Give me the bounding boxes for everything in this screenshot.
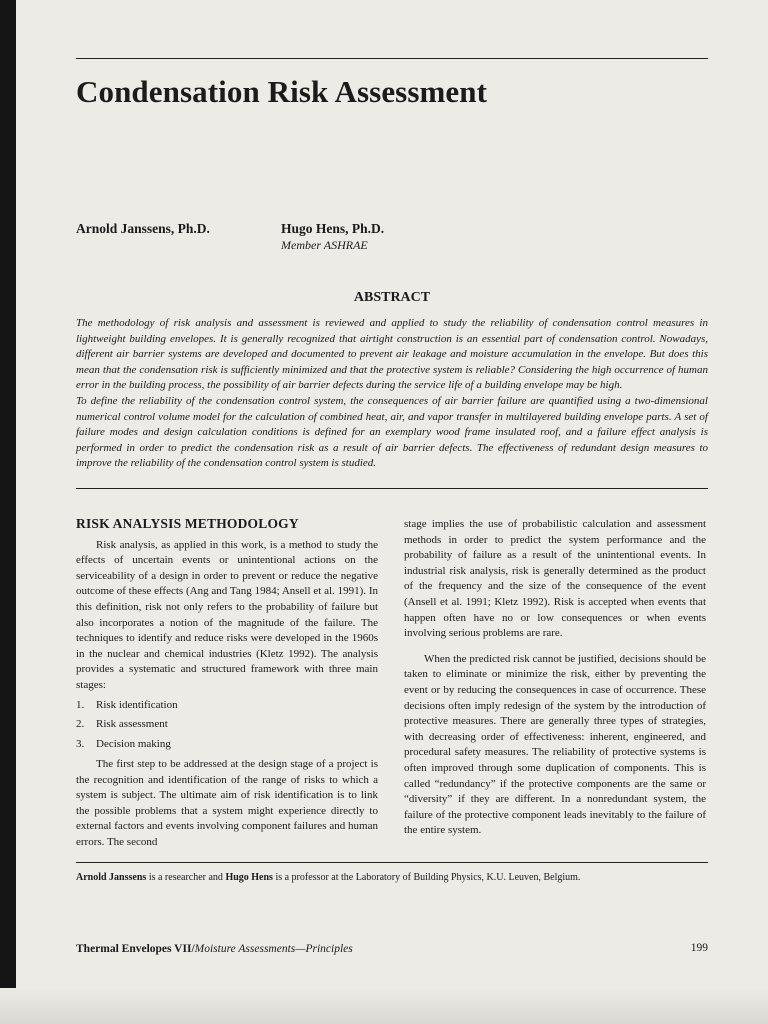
running-footer xyxy=(76,943,353,955)
top-rule xyxy=(76,58,708,59)
journal-title: Thermal Envelopes VII/ xyxy=(76,943,195,955)
list-text: Risk identification xyxy=(96,698,178,711)
body-paragraph: Risk analysis, as applied in this work, is a method to study the effects of uncertain events or unintentional actions on the serviceability of a design in order to prevent or reduce the negative outcome of these effects (Ang and Tang 1984; Ansell et al. 1991). In this definition, risk not only refers to the probability of failure but also incorporates a notion of the magnitude of the failure. The techniques to identify and reduce risks were developed in the 1960s in the nuclear and chemical industries (Kletz 1992). The analysis provides a systematic and structured framework with three main stages: xyxy=(76,538,378,691)
author-1 xyxy=(76,221,210,237)
author-footnote xyxy=(76,871,708,884)
body-paragraph: stage implies the use of probabilistic calculation and assessment methods in order to predict the system performance and the probability of failure as a result of the unintentional events. In industrial risk analysis, risk is generally determined as the product of the frequency and the size of the consequence of the event (Ansell et al. 1991; Kletz 1992). Risk is accepted when events that happen often have no or low consequences or when events involving serious problems are rare. xyxy=(404,518,706,640)
list-number: 3. xyxy=(76,737,85,750)
list-item xyxy=(76,696,378,716)
right-column xyxy=(404,517,706,839)
list-number: 2. xyxy=(76,718,85,731)
list-item xyxy=(76,715,378,735)
footnote-text: is a researcher and xyxy=(146,872,226,883)
footer-section: Moisture Assessments—Principles xyxy=(194,943,353,955)
list-number: 1. xyxy=(76,698,85,711)
paper-title: Condensation Risk Assessment xyxy=(76,74,488,109)
list-text: Risk assessment xyxy=(96,718,168,731)
footnote-rule xyxy=(76,862,708,863)
list-text: Decision making xyxy=(96,737,171,750)
list-item xyxy=(76,735,378,755)
abstract-paragraph: The methodology of risk analysis and assessment is reviewed and applied to study the reliability of condensation control measures in lightweight building envelopes. It is generally recognized that airtight construction is an essential part of condensation control. Nowadays, different air barrier systems are developed and documented to prevent air leakage and moisture accumulation in the envelope. But does this mean that the condensation risk is sufficiently minimized and that the protective system is reliable? Considering the high occurrence of human error in the building process, the possibility of air barrier defects during the service life of a building envelope may be high. xyxy=(76,317,708,392)
abstract-body xyxy=(76,316,708,472)
footnote-author: Hugo Hens xyxy=(225,872,273,883)
author-name: Hugo Hens, Ph.D. xyxy=(281,221,385,236)
abstract-heading: ABSTRACT xyxy=(353,290,431,305)
left-column xyxy=(76,516,378,851)
body-paragraph: The first step to be addressed at the design stage of a project is the recognition and identification of the range of risks to which a system is subject. The ultimate aim of risk identification is to link the possible problems that a system might experience directly to external factors and events involving component failures and human errors. The second xyxy=(76,758,378,848)
page-number: 199 xyxy=(690,942,708,954)
author-affiliation: Member ASHRAE xyxy=(281,238,368,252)
footnote-text: is a professor at the Laboratory of Building Physics, K.U. Leuven, Belgium. xyxy=(272,872,581,883)
author-name: Arnold Janssens, Ph.D. xyxy=(76,221,210,236)
body-paragraph: When the predicted risk cannot be justified, decisions should be taken to eliminate or minimize the risk, either by preventing the event or by reducing the consequences in case of occurrence. These decisions often imply redesign of the system by the introduction of protective measures. There are generally three types of strategies, with decreasing order of effectiveness: inherent, engineered, and procedural safety measures. The reliability of protective systems is often improved through some duplication of components. This is called “redundancy” if the protective components are the same or “diversity” if they are different. In a nonredundant system, the failure of the protective component leads inevitably to the failure of the entire system. xyxy=(404,652,706,837)
abstract-paragraph: To define the reliability of the condensation control system, the consequences of air barrier failure are quantified using a two-dimensional numerical control volume model for the calculation of combined heat, air, and vapor transfer in multilayered building envelope parts. A set of failure modes and design calculation conditions is defined for an exemplary wood frame insulated roof, and a failure effect analysis is performed in order to predict the condensation risk as a result of air barrier defects. The effectiveness of redundant design measures to improve the reliability of the condensation control system is studied. xyxy=(76,394,708,470)
stages-list xyxy=(76,696,378,755)
section-heading: RISK ANALYSIS METHODOLOGY xyxy=(76,516,299,531)
author-2 xyxy=(281,221,384,253)
abstract-rule xyxy=(76,488,708,489)
footnote-author: Arnold Janssens xyxy=(76,872,147,883)
